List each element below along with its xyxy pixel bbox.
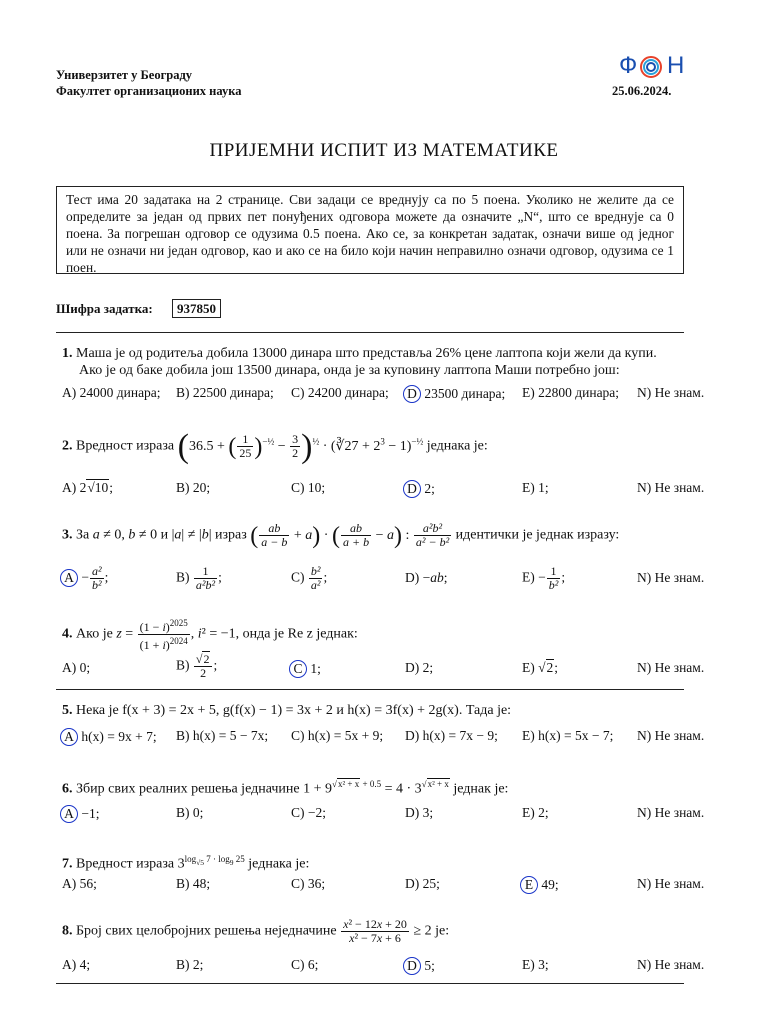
option-4n[interactable]: N) Не знам. xyxy=(637,660,705,675)
option-7c[interactable]: C) 36; xyxy=(291,876,326,891)
question-1-line2: Ако је од баке добила још 13500 динара, онда је за куповину лаптопа Маши потребно још: xyxy=(79,363,620,378)
option-6a[interactable]: A −1; xyxy=(62,805,100,823)
option-4b[interactable]: B) $\frac{√2}{2}$ ; xyxy=(176,652,218,680)
option-8b[interactable]: B) 2; xyxy=(176,957,204,972)
answer-circle: D xyxy=(403,385,421,403)
option-2e[interactable]: E) 1; xyxy=(522,480,549,495)
answer-circle: D xyxy=(403,480,421,498)
option-5c[interactable]: C) h(x) = 5x + 9; xyxy=(291,728,384,743)
question-4: 4. Ако је z = $\frac{(1 - i)^{2025}}{(1 + i)^{2024}}$ , i² = −1, онда је Re z једнак: xyxy=(62,618,358,652)
expression-2: (36.5 + ( $\frac{1}{25}$ )$^{-\frac{1}{2}}$ − $\frac{3}{2}$ )$^{\frac{1}{2}}$ · (∛27 + $2^3 - 1)^{-\frac{1}{2}}$ xyxy=(177,427,424,465)
option-6b[interactable]: B) 0; xyxy=(176,805,204,820)
expression-3: ( $\frac{ab}{a - b}$ + a) · ( $\frac{ab}{a + b}$ − a) : $\frac{\text{a²b²}}{\text{a² − b²}}$ xyxy=(250,521,450,549)
exam-date: 25.06.2024. xyxy=(612,84,672,98)
option-1e[interactable]: E) 22800 динара; xyxy=(522,385,620,400)
exam-title: ПРИЈЕМНИ ИСПИТ ИЗ МАТЕМАТИКЕ xyxy=(209,140,559,161)
option-2c[interactable]: C) 10; xyxy=(291,480,326,495)
option-2a[interactable]: A) 2√10; xyxy=(62,480,114,495)
question-1 xyxy=(62,345,657,363)
option-2d[interactable]: D 2; xyxy=(405,480,435,498)
instructions-text: Тест има 20 задатака на 2 странице. Сви задаци се вреднују са по 5 поена. Уколико не желите да се определите за један од првих пет понуђених одговора можете да означите „N“, што се вреднује са 0 поена. За погрешан одговор се одузима 0.5 поена. Ако се, за конкретан задатак, означи више од једног или не означи ни један одговор, као и ако се на било који начин неправилно означи одговор, одузима се 1 поен. xyxy=(66,192,674,275)
answer-circle: A xyxy=(60,805,78,823)
university-name: Универзитет у Београду xyxy=(56,68,193,82)
option-2b[interactable]: B) 20; xyxy=(176,480,211,495)
option-5n[interactable]: N) Не знам. xyxy=(637,728,705,743)
fon-logo xyxy=(617,52,689,84)
divider xyxy=(56,689,684,690)
question-8: 8. Број свих целобројних решења неједначине $\frac{\text{x² − 12x + 20}}{\text{x² − 7x + 6}}$ ≥ 2 је: xyxy=(62,917,450,945)
question-5: 5. Нека је f(x + 3) = 2x + 5, g(f(x) − 1) = 3x + 2 и h(x) = 3f(x) + 2g(x). Тада је: xyxy=(62,703,512,718)
answer-circle: A xyxy=(60,569,78,587)
code-label: Шифра задатка: xyxy=(56,301,153,316)
option-6e[interactable]: E) 2; xyxy=(522,805,549,820)
option-4e[interactable]: E) √2; xyxy=(522,660,559,675)
divider xyxy=(56,983,684,984)
logo-letter-n: Н xyxy=(667,52,685,79)
question-2: 2. Вредност израза (36.5 + ( $\frac{1}{25}$ )$^{-\frac{1}{2}}$ − $\frac{3}{2}$ )$^{\frac{1}{2}}$ · (∛27 + $2^3 - 1)^{-\frac{1}{2}}$ једнака је: xyxy=(62,427,488,465)
option-7a[interactable]: A) 56; xyxy=(62,876,97,891)
option-7b[interactable]: B) 48; xyxy=(176,876,211,891)
option-1c[interactable]: C) 24200 динара; xyxy=(291,385,389,400)
option-1n[interactable]: N) Не знам. xyxy=(637,385,705,400)
answer-circle: C xyxy=(289,660,307,678)
option-6d[interactable]: D) 3; xyxy=(405,805,434,820)
option-3c[interactable]: C) $\frac{\text{b²}}{\text{a²}}$ ; xyxy=(291,564,328,592)
option-8e[interactable]: E) 3; xyxy=(522,957,549,972)
option-8d[interactable]: D 5; xyxy=(405,957,435,975)
option-4c[interactable]: C 1; xyxy=(291,660,321,678)
option-4a[interactable]: A) 0; xyxy=(62,660,91,675)
option-8n[interactable]: N) Не знам. xyxy=(637,957,705,972)
option-6c[interactable]: C) −2; xyxy=(291,805,326,820)
option-7d[interactable]: D) 25; xyxy=(405,876,440,891)
question-6: 6. Збир свих реалних решења једначине $1 + 9^{√x^2 + x + 0.5} = 4 \cdot 3^{√x^2 + x}$ једнак је: xyxy=(62,779,509,797)
option-7e[interactable]: E 49; xyxy=(522,876,559,894)
code-value: 937850 xyxy=(172,299,221,318)
logo-letter-f: Ф xyxy=(619,52,638,79)
question-text: Маша је од родитеља добила 13000 динара што представља 26% цене лаптопа који жели да купи. xyxy=(76,346,657,361)
option-3e[interactable]: E) − $\frac{1}{\text{b²}}$ ; xyxy=(522,564,566,592)
option-8a[interactable]: A) 4; xyxy=(62,957,91,972)
option-5a[interactable]: A h(x) = 9x + 7; xyxy=(62,728,157,746)
option-3n[interactable]: N) Не знам. xyxy=(637,570,705,585)
option-5b[interactable]: B) h(x) = 5 − 7x; xyxy=(176,728,269,743)
option-3b[interactable]: B) $\frac{1}{\text{a²b²}}$ ; xyxy=(176,564,222,592)
option-3d[interactable]: D) −ab; xyxy=(405,570,448,585)
option-6n[interactable]: N) Не знам. xyxy=(637,805,705,820)
option-1a[interactable]: A) 24000 динара; xyxy=(62,385,161,400)
option-4d[interactable]: D) 2; xyxy=(405,660,434,675)
divider xyxy=(56,332,684,333)
option-1b[interactable]: B) 22500 динара; xyxy=(176,385,274,400)
question-3: 3. За a ≠ 0, b ≠ 0 и |a| ≠ |b| израз ( $\frac{ab}{a - b}$ + a) · ( $\frac{ab}{a + b}$ − a) : $\frac{\text{a²b²}}{\text{a² − b²}}$ идентички је једнак изразу: xyxy=(62,521,620,549)
option-7n[interactable]: N) Не знам. xyxy=(637,876,705,891)
instructions-box xyxy=(56,186,684,274)
question-number: 1. xyxy=(62,346,73,361)
answer-circle: D xyxy=(403,957,421,975)
option-2n[interactable]: N) Не знам. xyxy=(637,480,705,495)
answer-circle: A xyxy=(60,728,78,746)
option-8c[interactable]: C) 6; xyxy=(291,957,319,972)
option-5d[interactable]: D) h(x) = 7x − 9; xyxy=(405,728,498,743)
faculty-name: Факултет организационих наука xyxy=(56,84,242,98)
option-3a[interactable]: A − $\frac{\text{a²}}{\text{b²}}$ ; xyxy=(62,565,108,592)
answer-circle: E xyxy=(520,876,538,894)
option-5e[interactable]: E) h(x) = 5x − 7; xyxy=(522,728,614,743)
option-1d[interactable]: D 23500 динара; xyxy=(405,385,505,403)
logo-ring-icon xyxy=(639,55,663,79)
question-7: 7. Вредност израза $3^{log_{√5} 7 \cdot log_9 25}$ једнака је: xyxy=(62,854,310,872)
